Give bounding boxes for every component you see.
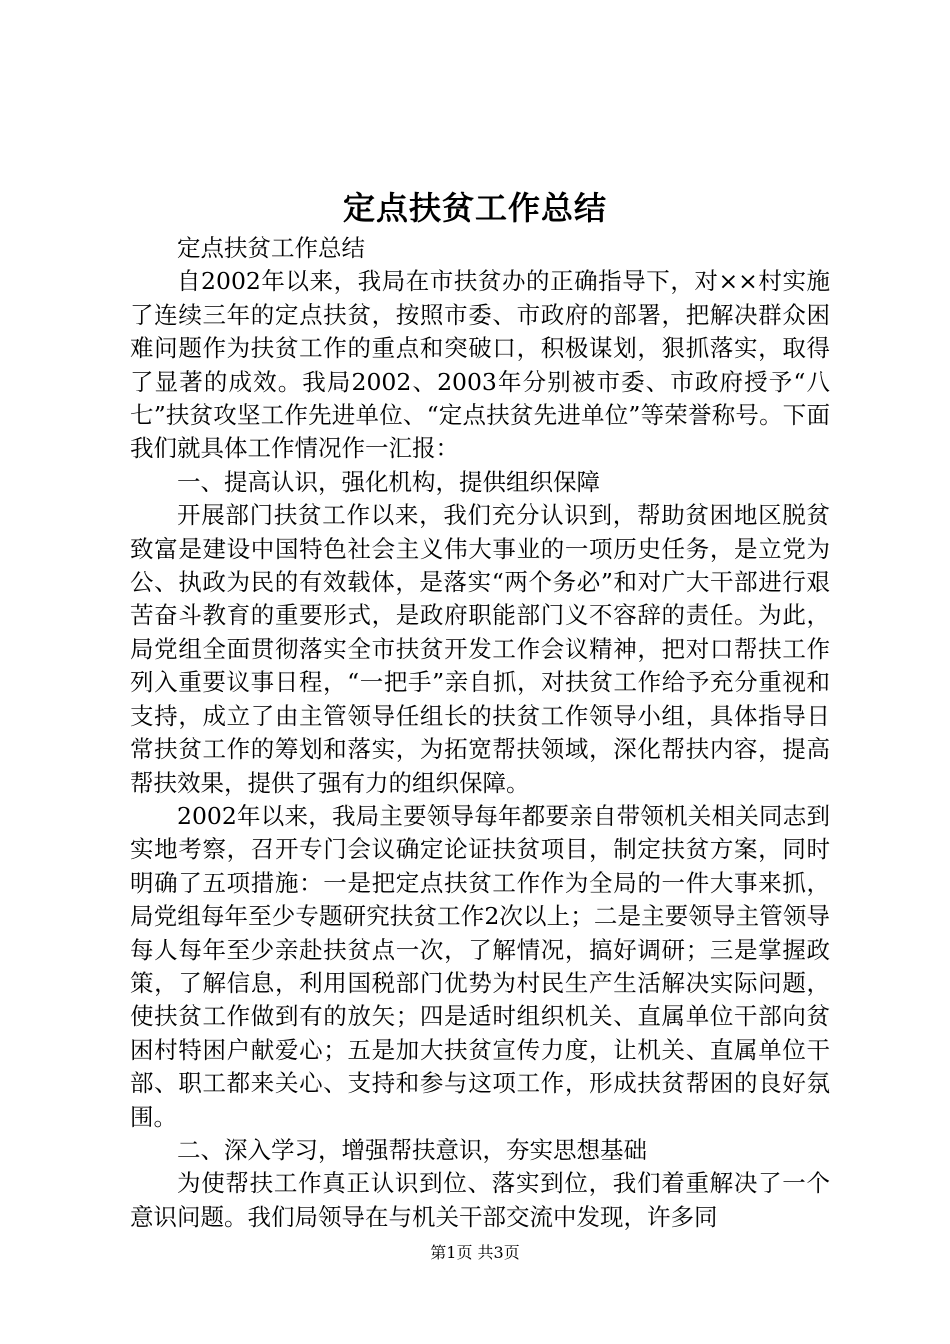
section-heading-1: 一、提高认识，强化机构，提供组织保障	[177, 467, 600, 496]
paragraph-intro: 自2002年以来，我局在市扶贫办的正确指导下，对××村实施了连续三年的定点扶贫，按照市委、市政府的部署，把解决群众困难问题作为扶贫工作的重点和突破口，积极谋划，狠抓落实，取得了显著的成效。我局2002、2003年分别被市委、市政府授予“八七”扶贫攻坚工作先进单位、“定点扶贫先进单位”等荣誉称号。下面我们就具体工作情况作一汇报：	[130, 267, 830, 463]
paragraph-section-2: 为使帮扶工作真正认识到位、落实到位，我们着重解决了一个意识问题。我们局领导在与机关干部交流中发现，许多同	[130, 1169, 830, 1231]
paragraph-section-1: 开展部门扶贫工作以来，我们充分认识到，帮助贫困地区脱贫致富是建设中国特色社会主义伟大事业的一项历史任务，是立党为公、执政为民的有效载体，是落实“两个务必”和对广大干部进行艰苦奋斗教育的重要形式，是政府职能部门义不容辞的责任。为此，局党组全面贯彻落实全市扶贫开发工作会议精神，把对口帮扶工作列入重要议事日程，“一把手”亲自抓，对扶贫工作给予充分重视和支持，成立了由主管领导任组长的扶贫工作领导小组，具体指导日常扶贫工作的筹划和落实，为拓宽帮扶领域，深化帮扶内容，提高帮扶效果，提供了强有力的组织保障。	[130, 501, 830, 797]
page-number-footer: 第1页 共3页	[430, 1243, 520, 1262]
document-title: 定点扶贫工作总结	[342, 189, 607, 227]
section-heading-2: 二、深入学习，增强帮扶意识，夯实思想基础	[177, 1135, 647, 1164]
document-body	[130, 232, 830, 1234]
paragraph-measures: 2002年以来，我局主要领导每年都要亲自带领机关相关同志到实地考察，召开专门会议确定论证扶贫项目，制定扶贫方案，同时明确了五项措施：一是把定点扶贫工作作为全局的一件大事来抓，局党组每年至少专题研究扶贫工作2次以上；二是主要领导主管领导每人每年至少亲赴扶贫点一次，了解情况，搞好调研；三是掌握政策，了解信息，利用国税部门优势为村民生产生活解决实际问题，使扶贫工作做到有的放矢；四是适时组织机关、直属单位干部向贫困村特困户献爱心；五是加大扶贫宣传力度，让机关、直属单位干部、职工都来关心、支持和参与这项工作，形成扶贫帮困的良好氛围。	[130, 801, 830, 1131]
paragraph-subtitle: 定点扶贫工作总结	[177, 234, 365, 262]
